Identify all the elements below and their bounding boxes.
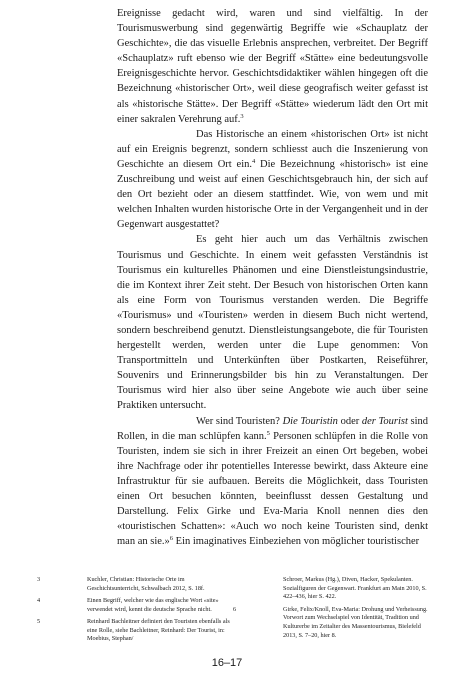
footnote-ref: 3 (240, 112, 244, 120)
footnote-continuation (233, 576, 429, 602)
footnote-text: Kuchler, Christian: Historische Orte im Geschichtsunterricht, Schwalbach 2012, S. 18f. (87, 576, 205, 592)
footnote-text: Einen Begriff, welcher wie das englische Wort «site» verwendet wird, kennt die deutsche Sprache nicht. (87, 596, 219, 613)
footnote-number: 3 (37, 576, 41, 583)
paragraph: Wer sind Touristen? Die Touristin oder der Tourist sind Rollen, in die man schlüpfen kann.$^5$ Personen schlüpfen in die Rolle von Touristen, indem sie sich in ihrer Freizeit an einen Ort begeben, wobei ihre Nachfrage oder ihr potentielles Interesse bewirkt, dass Akteure eine Infrastruktur für sie aufbauen. Bereits die Möglichkeit, dass Touristen einen Ort besuchen könnten, beeinflusst dessen Gestaltung und Darstellung. Felix Girke und Eva-Maria Knoll nennen dies den «touristischen Schatten»: «Auch wo noch keine Touristen sind, denkt man an sie.»$^6$ Ein imaginatives Einbeziehen von möglicher touristischer (117, 415, 429, 548)
paragraph: Es geht hier auch um das Verhältnis zwischen Tourismus und Geschichte. In einem weit gefassten Verständnis ist Tourismus ein kulturelles Phänomen und eine Dienstleistungsindustrie, die im Kontext ihrer Zeit steht. Der Besuch von historischen Orten kann als eine Form von Tourismus verstanden werden. Die Begriffe «Tourismus» und «Touristen» werden in diesem Buch nicht wertend, sondern beschreibend genutzt. Dienstleistungsangebote, die für Touristen hergestellt werden, werden unter die Lupe genommen: Von Transportmitteln und Unterkünften über Postkarten, Reiseführer, Souvenirs und Erinnerungsbilder bis hin zu Veranstaltungen. Der Tourismus wird hier also über seine Angebote wie auch über seine Praktiken untersucht. (117, 234, 428, 412)
footnote-text: Reinhard Bachleitner definiert den Touristen ebenfalls als eine Rolle, siehe Bachleitner, Reinhard: Der Tourist, in: Moebius, Stephan/ (87, 617, 230, 643)
footnote (37, 618, 232, 644)
paragraph: Ereignisse gedacht wird, waren und sind vielfältig. In der Tourismuswerbung sind gegenwärtig Begriffe wie «Schauplatz der Geschichte», die das visuelle Erlebnis ansprechen, verbreitet. Der Begriff «Schauplatz» ruft ebenso wie der Begriff «Stätte» eine bedeutungsvolle Ereignisgeschichte hervor. Geschichtsdidaktiker wählen hingegen oft die Bezeichnung «historischer Ort», weil diese geografisch weiter gefasst ist als «historische Stätte». Der Begriff «Stätte» wiederum lädt den Ort mit einer sakralen Verehrung auf.$^3$ (117, 8, 428, 125)
footnote (37, 576, 232, 593)
footnote-number: 6 (233, 605, 237, 613)
page-number: 16–17 (211, 657, 243, 669)
footnote-ref: 4 (251, 157, 256, 165)
footnote-number: 5 (37, 617, 41, 625)
paragraph: Das Historische an einem «historischen Ort» ist nicht auf ein Ereignis begrenzt, sondern schliesst auch die Inszenierung von Geschichte an diesem Ort ein.$^4$ Die Bezeichnung «historisch» ist eine Zuschreibung und weist auf einen Geschichtsgebrauch hin, der sich auf den Ort bezieht oder an diesem stattfindet. Wie, von wem und mit welchen Inhalten wurden historische Orte in der Vergangenheit und in der Gegenwart ausgestattet? (117, 128, 428, 231)
footnote-column-left (37, 576, 232, 647)
footnote (37, 597, 232, 614)
footnote-ref: 6 (169, 535, 174, 543)
footnote-column-right (233, 576, 429, 640)
footnote-ref: 5 (266, 429, 270, 437)
footnote-text: Girke, Felix/Knoll, Eva-Maria: Drohung und Verheissung. Vorwort zum Wechselspiel von Identität, Tradition und Kulturerbe im Zeitalter des Massentourismus, Bielefeld 2013, S. 7–20, hier 8. (283, 605, 428, 639)
footnote-number: 4 (37, 596, 41, 604)
footnote (233, 606, 429, 641)
main-text (117, 6, 428, 549)
footnote-text: Schroer, Markus (Hg.), Diven, Hacker, Spekulanten. Sozialfiguren der Gegenwart. Frankfurt am Main 2010, S. 422–436, hier S. 422. (283, 576, 427, 601)
